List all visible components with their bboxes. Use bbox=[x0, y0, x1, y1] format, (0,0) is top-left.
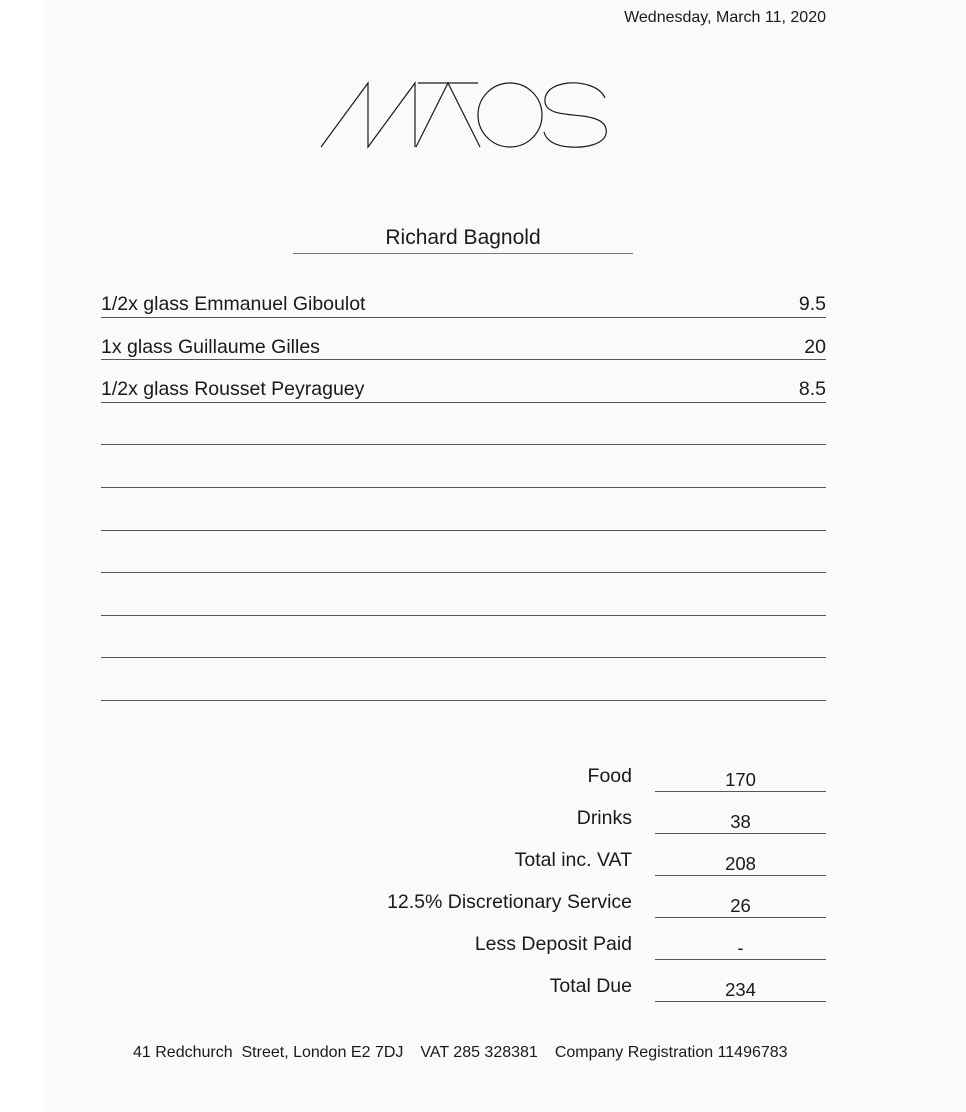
restaurant-logo bbox=[320, 80, 610, 150]
footer-vat: VAT 285 328381 bbox=[420, 1044, 538, 1061]
total-label: 12.5% Discretionary Service bbox=[387, 891, 632, 913]
item-row bbox=[101, 445, 826, 488]
total-value: 38 bbox=[730, 810, 751, 832]
total-row-service bbox=[300, 876, 826, 918]
item-name: 1x glass Guillaume Gilles bbox=[101, 335, 320, 358]
footer-company-registration: Company Registration 11496783 bbox=[554, 1044, 788, 1061]
item-price: 9.5 bbox=[798, 293, 826, 316]
total-row-drinks bbox=[300, 792, 826, 834]
item-row bbox=[101, 403, 826, 446]
item-row bbox=[101, 573, 826, 616]
total-value-box bbox=[655, 933, 826, 960]
total-row-deposit bbox=[300, 918, 826, 960]
item-name: 1/2x glass Rousset Peyraguey bbox=[101, 378, 365, 401]
item-name: 1/2x glass Emmanuel Giboulot bbox=[101, 293, 366, 316]
receipt-date: Wednesday, March 11, 2020 bbox=[624, 9, 826, 26]
total-label: Food bbox=[587, 765, 632, 787]
total-value: 26 bbox=[730, 894, 751, 916]
total-value: 234 bbox=[725, 978, 756, 1000]
item-row bbox=[101, 275, 826, 318]
total-label: Less Deposit Paid bbox=[474, 933, 632, 955]
total-row-food bbox=[300, 750, 826, 792]
guest-name: Richard Bagnold bbox=[385, 226, 541, 249]
total-value-box bbox=[655, 765, 826, 792]
totals-section bbox=[300, 750, 826, 1002]
total-label: Total Due bbox=[549, 975, 632, 997]
order-items-list bbox=[101, 275, 826, 701]
item-row bbox=[101, 658, 826, 701]
total-value: - bbox=[737, 936, 744, 958]
guest-underline bbox=[293, 253, 633, 254]
total-value-box bbox=[655, 891, 826, 918]
total-value-box bbox=[655, 975, 826, 1002]
total-value: 208 bbox=[725, 852, 756, 874]
footer-address: 41 Redchurch Street, London E2 7DJ bbox=[133, 1044, 404, 1061]
item-price: 20 bbox=[804, 335, 826, 358]
total-row-total-inc-vat bbox=[300, 834, 826, 876]
receipt-footer bbox=[133, 1044, 788, 1062]
item-row bbox=[101, 531, 826, 574]
item-price: 8.5 bbox=[798, 378, 826, 401]
total-value-box bbox=[655, 807, 826, 834]
total-label: Total inc. VAT bbox=[514, 849, 632, 871]
total-label: Drinks bbox=[576, 807, 632, 829]
total-row-total-due bbox=[300, 960, 826, 1002]
total-value-box bbox=[655, 849, 826, 876]
item-row bbox=[101, 318, 826, 361]
total-value: 170 bbox=[725, 768, 756, 790]
item-row bbox=[101, 616, 826, 659]
item-row bbox=[101, 488, 826, 531]
item-row bbox=[101, 360, 826, 403]
